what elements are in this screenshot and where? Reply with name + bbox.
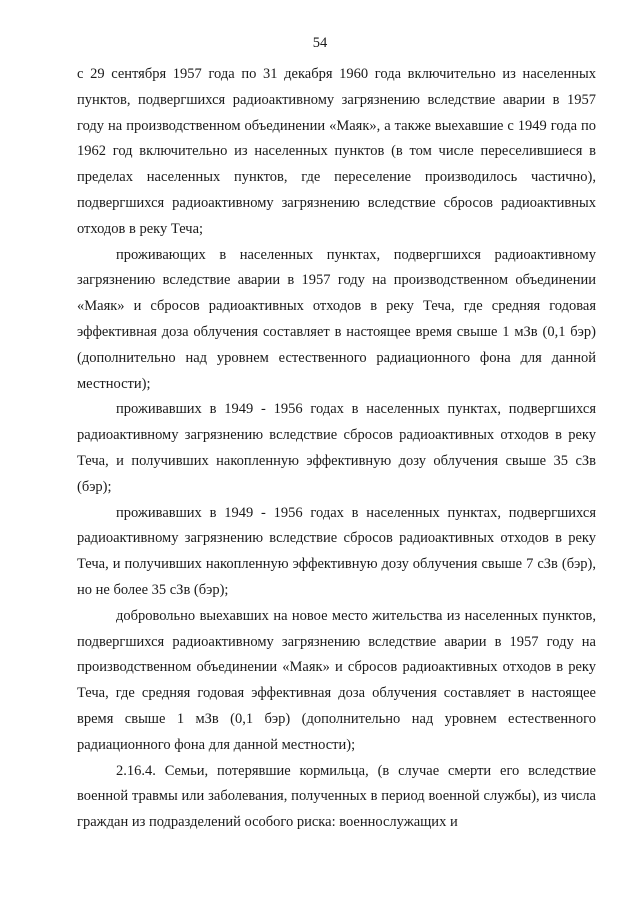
paragraph-residents-1949-1956-7-to-35: проживавших в 1949 - 1956 годах в населенных пунктах, подвергшихся радиоактивному загрязнению вследствие сбросов радиоактивных отходов в реку Теча, и получивших накопленную эффективную дозу облучения свыше 7 сЗв (бэр), но не более 35 сЗв (бэр); [77, 504, 596, 598]
document-body [77, 62, 596, 836]
page-number: 54 [312, 35, 328, 51]
paragraph-continuation: с 29 сентября 1957 года по 31 декабря 1960 года включительно из населенных пунктов, подвергшихся радиоактивному загрязнению вследствие аварии в 1957 году на производственном объединении «Маяк», а также выехавшие с 1949 года по 1962 год включительно из населенных пунктов (в том числе переселившиеся в пределах населенных пунктов, где переселение производилось частично), подвергшихся радиоактивному загрязнению вследствие сбросов радиоактивных отходов в реку Теча; [77, 66, 596, 237]
paragraph-voluntary-relocation: добровольно выехавших на новое место жительства из населенных пунктов, подвергшихся радиоактивному загрязнению вследствие аварии в 1957 году на производственном объединении «Маяк» и сбросов радиоактивных отходов в реку Теча, где средняя годовая эффективная доза облучения составляет в настоящее время свыше 1 мЗв (0,1 бэр) (дополнительно над уровнем естественного радиационного фона для данной местности); [77, 607, 596, 753]
paragraph-residents-1949-1956-over-35: проживавших в 1949 - 1956 годах в населенных пунктах, подвергшихся радиоактивному загрязнению вследствие сбросов радиоактивных отходов в реку Теча, и получивших накопленную эффективную дозу облучения свыше 35 сЗв (бэр); [77, 401, 596, 495]
paragraph-residents-mayak-techa: проживающих в населенных пунктах, подвергшихся радиоактивному загрязнению вследствие аварии в 1957 году на производственном объединении «Маяк» и сбросов радиоактивных отходов в реку Теча, где средняя годовая эффективная доза облучения составляет в настоящее время свыше 1 мЗв (0,1 бэр) (дополнительно над уровнем естественного радиационного фона для данной местности); [77, 246, 596, 392]
paragraph-section-2-16-4: 2.16.4. Семьи, потерявшие кормильца, (в случае смерти его вследствие военной травмы или заболевания, полученных в период военной службы), из числа граждан из подразделений особого риска: военнослужащих и [77, 762, 596, 831]
